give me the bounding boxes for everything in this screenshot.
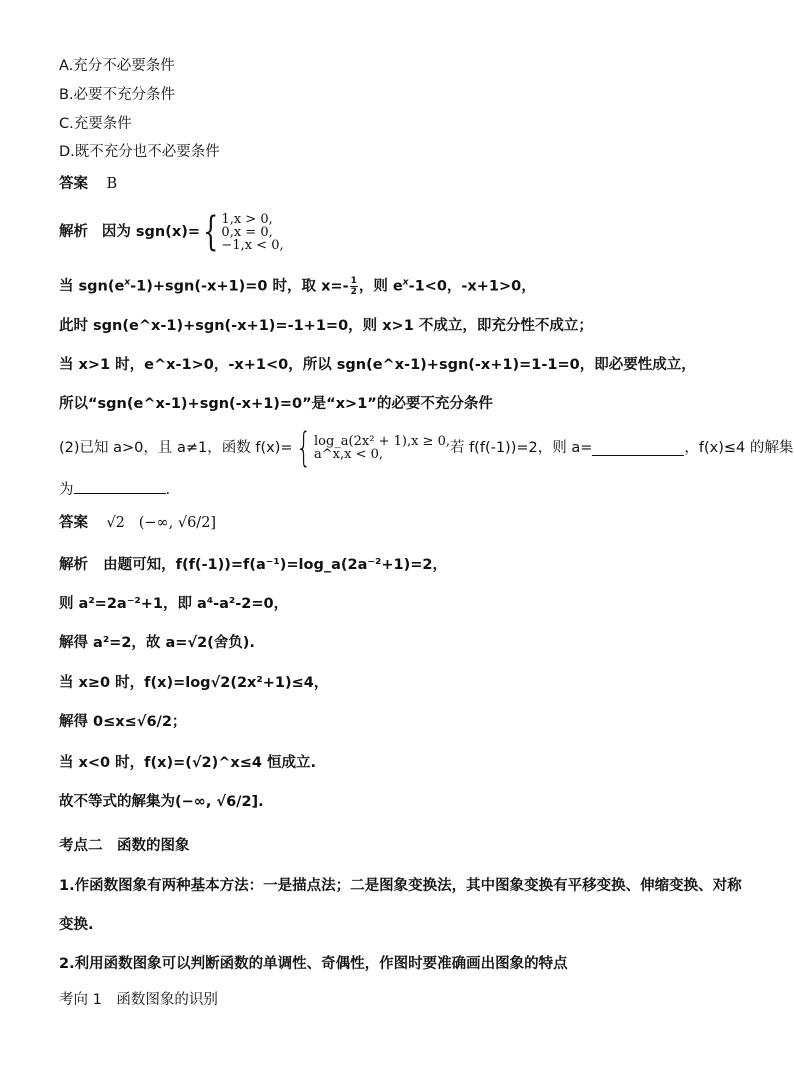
- subsection-title: 考向 1 函数图象的识别: [59, 992, 218, 1008]
- sgn-cases: [221, 213, 283, 252]
- answer-label: 答案: [59, 176, 88, 192]
- question-2-line-2: 为 .: [59, 479, 170, 500]
- analysis-1-line-4: 所以“sgn(e^x-1)+sgn(-x+1)=0”是“x>1”的必要不充分条件: [59, 396, 493, 412]
- analysis-1-line-1: 当 $sgn(e^x-1)+sgn(-x+1)=0$ 时，取 x=- $\frac{1}{2}$ ，则 $e^x-1<0$，-x+1>0，: [59, 276, 536, 297]
- q2-cases: [314, 435, 450, 461]
- answer-blank-1[interactable]: [592, 441, 684, 456]
- choice-a: A.充分不必要条件: [59, 58, 175, 74]
- section-paragraph-1b: 变换.: [59, 917, 94, 933]
- choice-b: B.必要不充分条件: [59, 87, 176, 103]
- l1-pre: 当 sgn(e: [59, 278, 125, 295]
- left-brace: {: [295, 425, 311, 471]
- q2-case-1: log_a(2x² + 1),x ≥ 0,: [314, 434, 450, 449]
- answer-2-value-2: (−∞, √6/2]: [138, 515, 217, 531]
- analysis-2-line-4: 当 x≥0 时，f(x)=log√2(2x²+1)≤4，: [59, 675, 329, 691]
- l1-end: -1<0，-x+1>0，: [408, 278, 536, 295]
- analysis-label: 解析: [59, 557, 88, 573]
- sgn-case-3: −1,x < 0,: [221, 237, 284, 253]
- analysis-2-line-7: 故不等式的解集为(−∞, √6/2].: [59, 794, 264, 810]
- q2-tail: ，f(x)≤4 的解集: [684, 440, 794, 456]
- sgn-case-2: 0,x = 0,: [221, 224, 273, 240]
- analysis-2-line-5: 解得 0≤x≤√6/2；: [59, 714, 187, 730]
- choice-d: D.既不充分也不必要条件: [59, 144, 220, 160]
- sgn-case-1: 1,x > 0,: [221, 211, 273, 227]
- section-title: 考点二 函数的图象: [59, 838, 190, 854]
- question-2: [59, 425, 794, 471]
- analysis-1-line-2: 此时 sgn(e^x-1)+sgn(-x+1)=-1+1=0，则 x>1 不成立，即充分性不成立；: [59, 318, 593, 334]
- analysis-1-intro: [59, 209, 284, 255]
- analysis-2-line-3: 解得 a²=2，故 a=√2(舍负).: [59, 635, 255, 651]
- q2-pre: (2)已知 a>0，且 a≠1，函数 f(x)=: [59, 440, 293, 456]
- l1-post: ，则 e: [358, 278, 403, 295]
- answer-label: 答案: [59, 515, 88, 531]
- q2-mid: 若 f(f(-1))=2，则 a=: [449, 440, 593, 456]
- analysis-2-line-2: 则 a²=2a⁻²+1，即 a⁴-a²-2=0，: [59, 596, 289, 612]
- answer-value: B: [106, 176, 118, 192]
- left-brace: {: [203, 209, 219, 255]
- fraction-one-half: $\frac{1}{2}$: [350, 276, 357, 297]
- section-paragraph-2: 2.利用函数图象可以判断函数的单调性、奇偶性，作图时要准确画出图象的特点: [59, 956, 568, 972]
- section-paragraph-1a: 1.作函数图象有两种基本方法：一是描点法；二是图象变换法，其中图象变换有平移变换、伸缩变换、对称: [59, 878, 742, 894]
- answer-2-value-1: √2: [106, 515, 125, 531]
- l1-mid: -1)+sgn(-x+1)=0 时，取 x=-: [130, 278, 349, 295]
- analysis-1-line-3: 当 x>1 时，e^x-1>0，-x+1<0，所以 sgn(e^x-1)+sgn(-x+1)=1-1=0，即必要性成立，: [59, 357, 696, 373]
- analysis-2-line-1: [59, 555, 447, 575]
- sgn-definition-text: 因为 sgn(x)=: [101, 224, 200, 240]
- analysis-2-text-1: 由题可知，f(f(-1))=f(a⁻¹)=log_a(2a⁻²+1)=2，: [103, 557, 447, 573]
- answer-2: [59, 508, 216, 538]
- q2-case-2: a^x,x < 0,: [314, 447, 383, 462]
- choice-c: C.充要条件: [59, 116, 132, 132]
- q2-line2-text: 为: [59, 482, 74, 498]
- answer-1: [59, 174, 117, 194]
- answer-blank-2[interactable]: [74, 479, 166, 494]
- analysis-label: 解析: [59, 224, 88, 240]
- analysis-2-line-6: 当 x<0 时，f(x)=(√2)^x≤4 恒成立.: [59, 755, 317, 771]
